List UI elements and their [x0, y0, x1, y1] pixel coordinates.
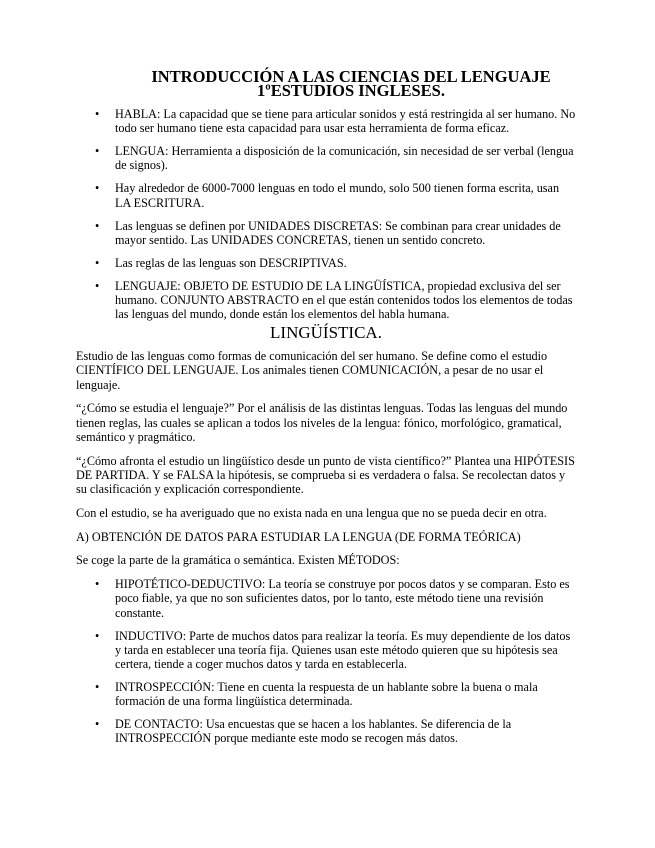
bullet-icon: •	[95, 278, 100, 293]
bullet-icon: •	[95, 181, 100, 196]
list-item	[76, 680, 576, 708]
bullet-icon: •	[95, 107, 100, 121]
bullet-icon: •	[95, 717, 100, 732]
intro-bullet-list	[76, 107, 576, 321]
list-item	[76, 577, 576, 620]
title-line-2: 1ºESTUDIOS INGLESES.	[257, 81, 445, 100]
list-item-text: HIPOTÉTICO-DEDUCTIVO: La teoría se construye por pocos datos y se comparan. Esto es poco fiable, ya que no son suficientes datos, por lo tanto, este método tiene una revisión constante.	[115, 577, 570, 620]
list-item-text: LENGUAJE: OBJETO DE ESTUDIO DE LA LINGÜÍSTICA, propiedad exclusiva del ser humano. CONJUNTO ABSTRACTO en el que están contenidos todos los elementos de todas las lenguas del mundo, donde están los elementos del habla humana.	[115, 278, 573, 322]
bullet-icon: •	[95, 255, 100, 270]
list-item	[76, 629, 576, 672]
document-page	[76, 67, 576, 754]
list-item-text: HABLA: La capacidad que se tiene para articular sonidos y está restringida al ser humano. No todo ser humano tiene esta capacidad para usar esta herramienta de forma eficaz.	[115, 107, 576, 136]
list-item	[76, 219, 576, 247]
title-line-1: INTRODUCCIÓN A LAS CIENCIAS DEL LENGUAJE	[151, 67, 551, 86]
list-item-text: Las lenguas se definen por UNIDADES DISCRETAS: Se combinan para crear unidades de mayor sentido. Las UNIDADES CONCRETAS, tienen un sentido concreto.	[115, 218, 561, 247]
list-item-text: Las reglas de las lenguas son DESCRIPTIVAS.	[115, 255, 347, 270]
paragraph: Se coge la parte de la gramática o semántica. Existen MÉTODOS:	[76, 553, 400, 568]
list-item-text: Hay alrededor de 6000-7000 lenguas en todo el mundo, solo 500 tienen forma escrita, usan LA ESCRITURA.	[115, 181, 560, 210]
bullet-icon: •	[95, 144, 100, 159]
paragraph: Con el estudio, se ha averiguado que no exista nada en una lengua que no se pueda decir en otra.	[76, 505, 547, 520]
list-item-text: INDUCTIVO: Parte de muchos datos para realizar la teoría. Es muy dependiente de los datos y tarda en establecer una teoría fija. Quienes usan este método quieren que su hipótesis sea certera, tiende a coger muchos datos y tarda en establecerla.	[115, 628, 571, 672]
list-item-text: LENGUA: Herramienta a disposición de la comunicación, sin necesidad de ser verbal (lengua de signos).	[115, 144, 574, 173]
bullet-icon: •	[95, 628, 100, 643]
methods-bullet-list	[76, 577, 576, 745]
paragraph: Estudio de las lenguas como formas de comunicación del ser humano. Se define como el estudio CIENTÍFICO DEL LENGUAJE. Los animales tienen COMUNICACIÓN, a pesar de no usar el lenguaje.	[76, 349, 548, 392]
list-item	[76, 144, 576, 172]
paragraph: A) OBTENCIÓN DE DATOS PARA ESTUDIAR LA LENGUA (DE FORMA TEÓRICA)	[76, 529, 521, 544]
list-item	[76, 107, 576, 135]
paragraph: “¿Cómo se estudia el lenguaje?” Por el análisis de las distintas lenguas. Todas las lenguas del mundo tienen reglas, las cuales se aplican a todos los niveles de la lengua: fónico, morfológico, gramatical, semántico y pragmático.	[76, 401, 568, 444]
bullet-icon: •	[95, 680, 100, 695]
list-item	[76, 256, 576, 270]
bullet-icon: •	[95, 577, 100, 592]
bullet-icon: •	[95, 218, 100, 233]
document-title	[126, 67, 576, 100]
list-item-text: DE CONTACTO: Usa encuestas que se hacen a los hablantes. Se diferencia de la INTROSPECCIÓN porque mediante este modo se recogen más datos.	[115, 717, 512, 746]
paragraph: “¿Cómo afronta el estudio un lingüístico desde un punto de vista científico?” Plantea una HIPÓTESIS DE PARTIDA. Y se FALSA la hipótesis, se comprueba si es verdadera o falsa. Se recolectan datos y su clasificación y explicación correspondiente.	[76, 453, 575, 497]
list-item	[76, 717, 576, 745]
list-item	[76, 181, 576, 209]
list-item-text: INTROSPECCIÓN: Tiene en cuenta la respuesta de un hablante sobre la buena o mala formación de una forma lingüística determinada.	[115, 680, 538, 709]
list-item	[76, 279, 576, 322]
section-heading: LINGÜÍSTICA.	[270, 323, 382, 343]
